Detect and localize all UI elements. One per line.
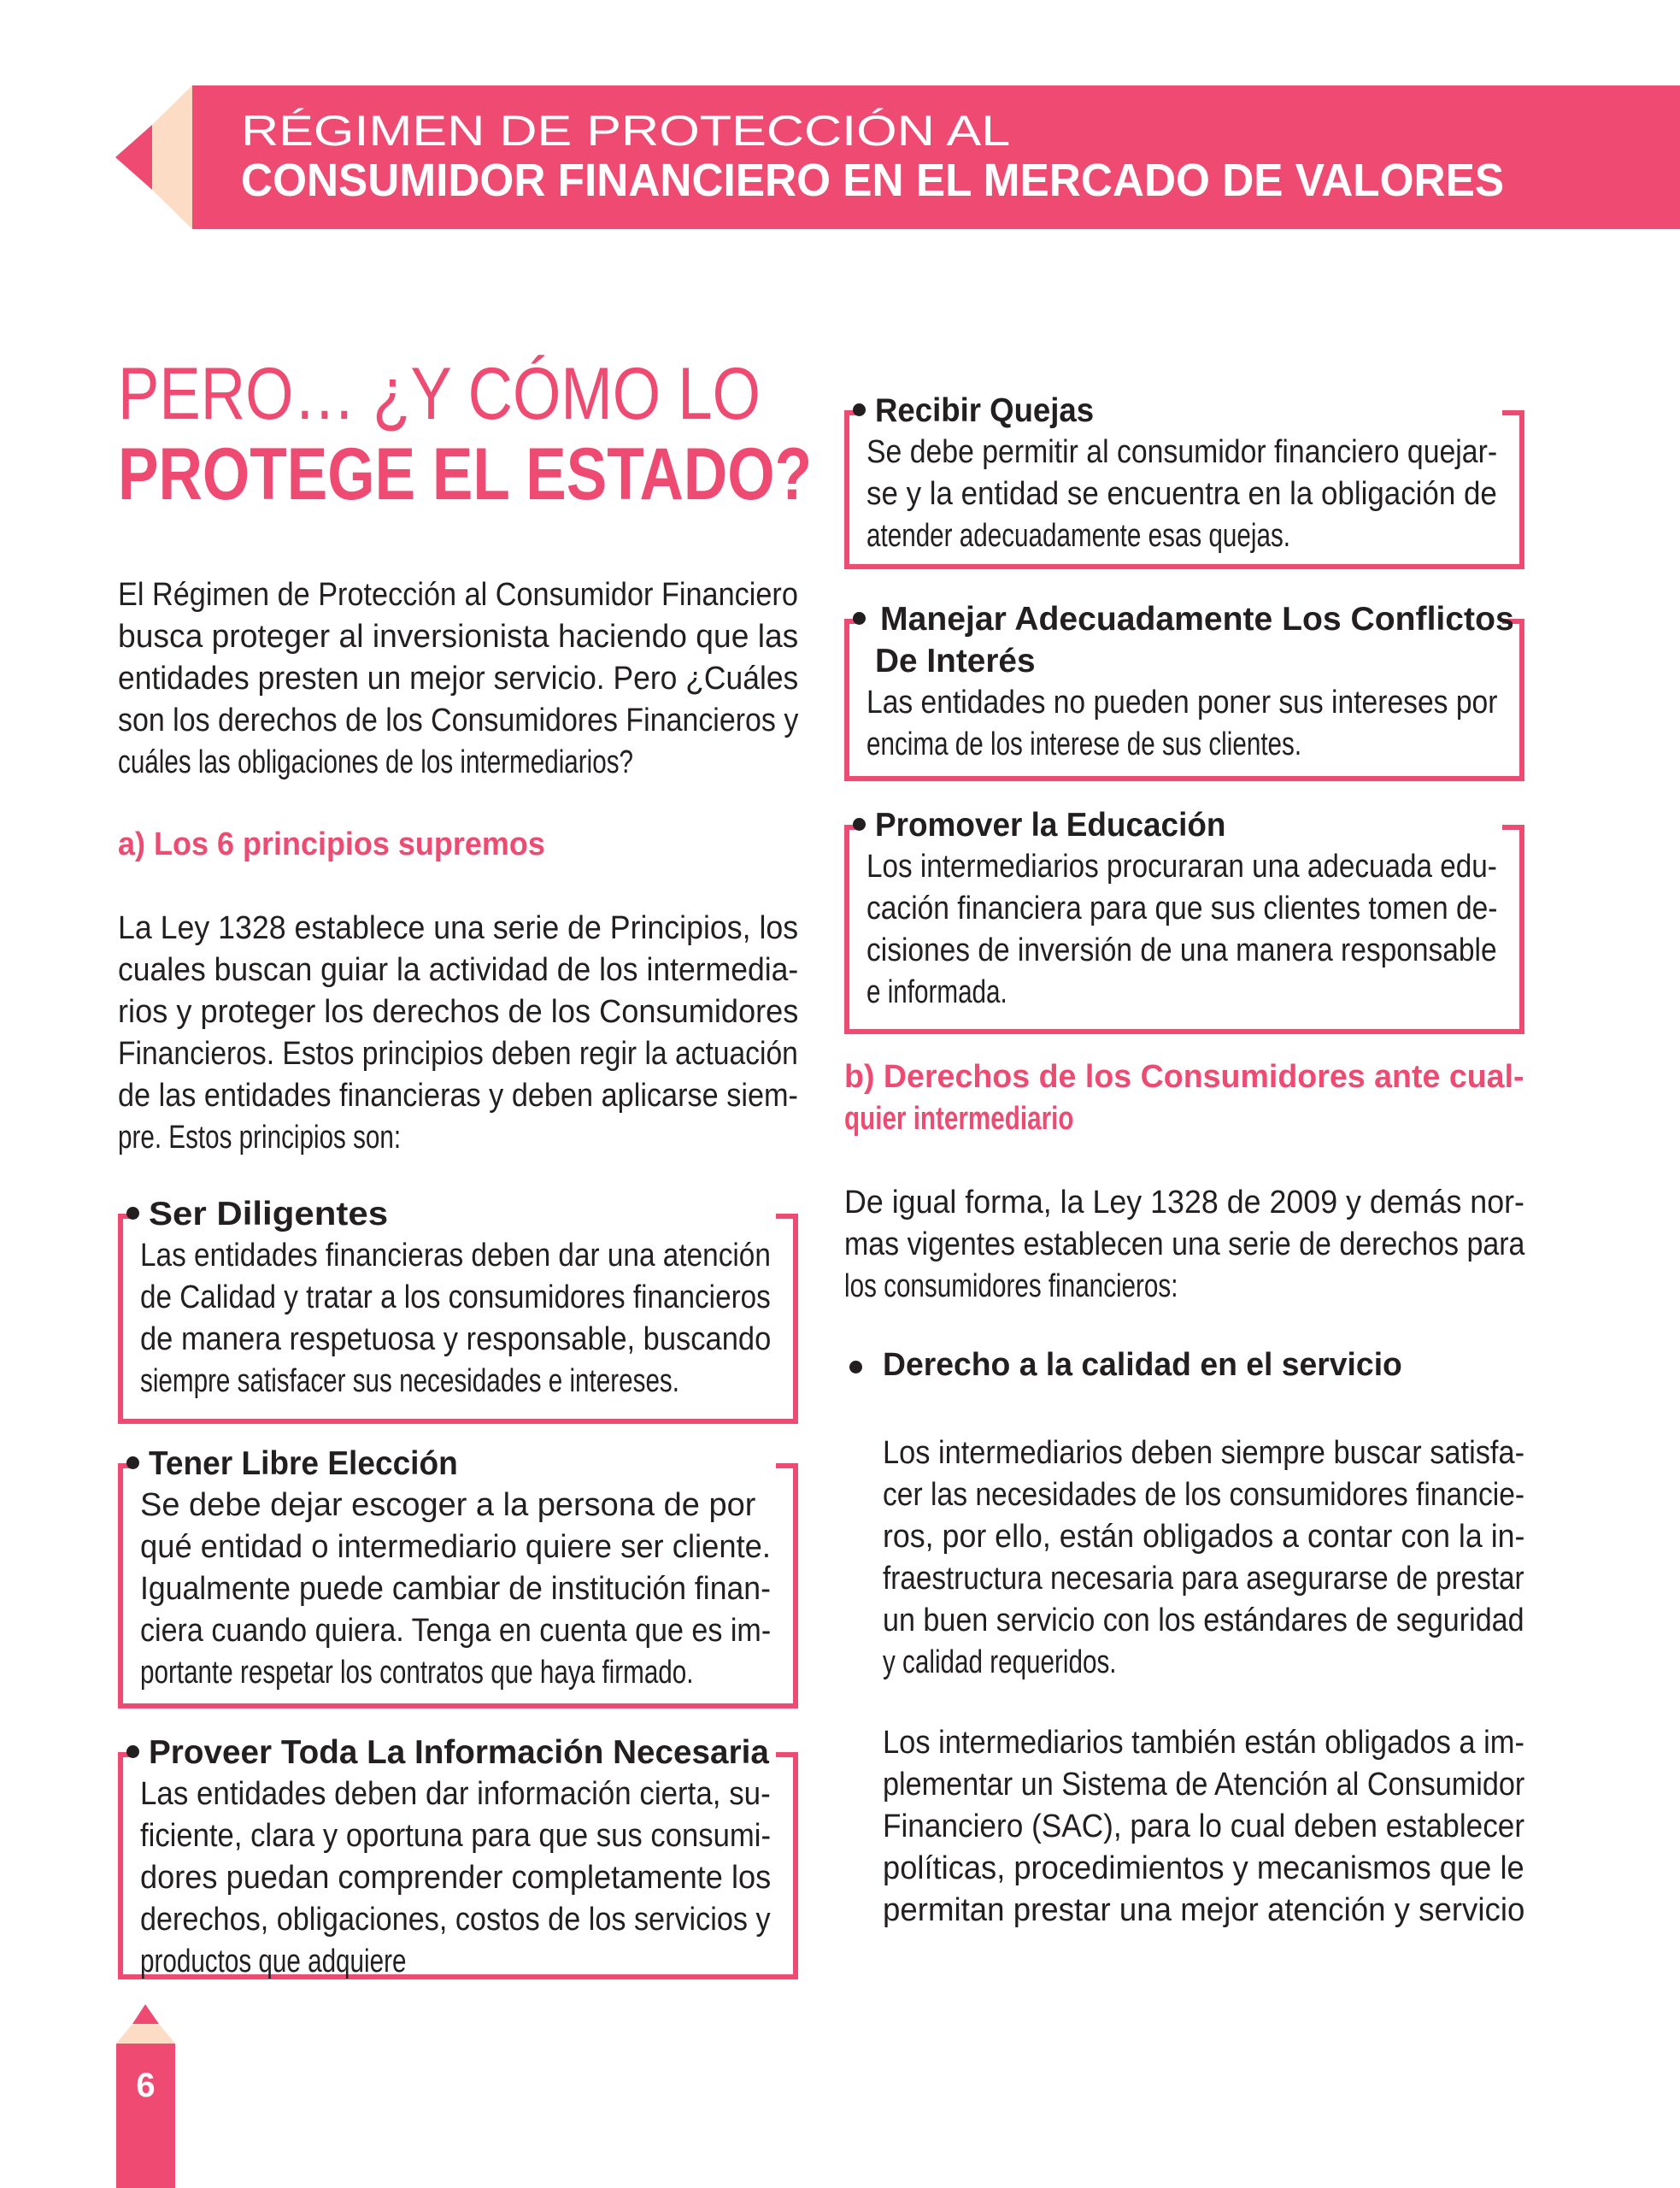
principle-title: Recibir Quejas xyxy=(875,392,1095,429)
paragraph-line: busca proteger al inversionista haciendo que las xyxy=(118,619,799,655)
paragraph-line: Las entidades no pueden poner sus intereses por xyxy=(866,685,1498,721)
box-border-bottom xyxy=(844,1029,1524,1034)
box-border-left xyxy=(118,1752,123,1979)
paragraph-line: productos que adquiere xyxy=(140,1944,407,1979)
bullet-icon xyxy=(849,1361,862,1373)
box-border-left xyxy=(844,410,849,569)
principle-title: Tener Libre Elección xyxy=(149,1445,458,1482)
paragraph-line: qué entidad o intermediario quiere ser cliente. xyxy=(140,1529,772,1565)
paragraph-line: Los intermediarios procuraran una adecuada edu- xyxy=(866,849,1497,885)
paragraph-line: mas vigentes establecen una serie de derechos para xyxy=(844,1226,1525,1262)
paragraph-line: de Calidad y tratar a los consumidores financieros xyxy=(140,1279,771,1315)
bullet-icon xyxy=(126,1456,139,1469)
box-border-right xyxy=(793,1463,798,1709)
box-border-left xyxy=(844,619,849,781)
principle-box-informacion xyxy=(118,1734,798,1979)
intro-paragraph xyxy=(118,574,798,784)
paragraph-line: Las entidades financieras deben dar una atención xyxy=(140,1238,771,1273)
principle-description xyxy=(140,1485,771,1694)
box-border-left xyxy=(118,1463,123,1709)
paragraph-line: ros, por ello, están obligados a contar con la in- xyxy=(883,1519,1525,1555)
principle-title: Ser Diligentes xyxy=(149,1196,389,1232)
paragraph-line: Financieros. Estos principios deben regir la actuación xyxy=(118,1036,798,1072)
box-border-bottom xyxy=(844,564,1524,569)
principle-box-ser-diligentes xyxy=(118,1196,798,1424)
paragraph-line: dores puedan comprender completamente los xyxy=(140,1860,772,1896)
paragraph-line: cisiones de inversión de una manera responsable xyxy=(866,932,1497,968)
footer-pencil-body xyxy=(116,2044,175,2188)
paragraph-line: de las entidades financieras y deben aplicarse siem- xyxy=(118,1078,798,1114)
paragraph-line: siempre satisfacer sus necesidades e intereses. xyxy=(140,1363,679,1399)
banner-pencil-tip xyxy=(115,125,152,190)
paragraph-line: fraestructura necesaria para asegurarse de prestar xyxy=(883,1561,1524,1597)
right-quality-heading: Derecho a la calidad en el servicio xyxy=(883,1347,1402,1383)
bullet-icon xyxy=(126,1745,139,1758)
principle-title: Proveer Toda La Información Necesaria xyxy=(149,1734,769,1771)
paragraph-line: entidades presten un mejor servicio. Pero ¿Cuáles xyxy=(118,661,799,697)
principle-box-libre-eleccion xyxy=(118,1445,798,1709)
paragraph-line: e informada. xyxy=(866,974,1007,1010)
law-paragraph xyxy=(118,908,798,1159)
principle-box-conflictos xyxy=(844,601,1524,781)
paragraph-line: Igualmente puede cambiar de institución finan- xyxy=(140,1571,771,1607)
rights-intro-paragraph xyxy=(844,1182,1524,1308)
box-border-right xyxy=(793,1752,798,1979)
box-border-left xyxy=(118,1214,123,1424)
section-b-heading-line: b) Derechos de los Consumidores ante cual- xyxy=(844,1059,1524,1095)
principle-box-educacion xyxy=(844,807,1524,1034)
paragraph-line: un buen servicio con los estándares de seguridad xyxy=(883,1603,1524,1638)
paragraph-line: se y la entidad se encuentra en la obligación de xyxy=(866,476,1497,512)
paragraph-line: encima de los interese de sus clientes. xyxy=(866,726,1302,762)
box-border-right xyxy=(1519,410,1524,569)
section-a-heading: a) Los 6 principios supremos xyxy=(118,826,545,862)
banner-pencil-wood xyxy=(152,85,192,229)
footer-pencil-wood xyxy=(116,2024,175,2044)
paragraph-line: cación financiera para que sus clientes tomen de- xyxy=(866,891,1498,926)
paragraph-line: Financiero (SAC), para lo cual deben establecer xyxy=(883,1809,1525,1844)
paragraph-line: Se debe permitir al consumidor financiero quejar- xyxy=(866,434,1498,470)
principle-box-quejas xyxy=(844,392,1524,569)
section-b-heading-line: quier intermediario xyxy=(844,1101,1074,1137)
paragraph-line: cer las necesidades de los consumidores financie- xyxy=(883,1477,1525,1513)
box-border-bottom xyxy=(844,776,1524,781)
principle-description xyxy=(866,432,1497,557)
paragraph-line: rios y proteger los derechos de los Consumidores xyxy=(118,994,799,1030)
paragraph-line: de manera respetuosa y responsable, buscando xyxy=(140,1321,772,1357)
paragraph-line: Los intermediarios deben siempre buscar satisfa- xyxy=(883,1435,1525,1471)
paragraph-line: ficiente, clara y oportuna para que sus consumi- xyxy=(140,1818,771,1854)
paragraph-line: derechos, obligaciones, costos de los servicios y xyxy=(140,1902,771,1938)
paragraph-line: políticas, procedimientos y mecanismos que le xyxy=(883,1850,1524,1886)
bullet-icon xyxy=(853,818,866,831)
principle-title: Manejar Adecuadamente Los Conflictos xyxy=(880,601,1514,638)
principle-title: Promover la Educación xyxy=(875,807,1226,844)
principle-description xyxy=(140,1773,771,1983)
page-title-line2: PROTEGE EL ESTADO? xyxy=(118,433,813,515)
paragraph-line: permitan prestar una mejor atención y servicio xyxy=(883,1892,1525,1928)
paragraph-line: plementar un Sistema de Atención al Consumidor xyxy=(883,1767,1525,1803)
paragraph-line: Los intermediarios también están obligados a im- xyxy=(883,1725,1524,1761)
header-title-line1: RÉGIMEN DE PROTECCIÓN AL xyxy=(241,107,1011,155)
paragraph-line: los consumidores financieros: xyxy=(844,1268,1178,1304)
page-number: 6 xyxy=(136,2067,156,2104)
bullet-icon xyxy=(126,1207,139,1220)
paragraph-line: atender adecuadamente esas quejas. xyxy=(866,518,1291,554)
principle-title-line2: De Interés xyxy=(875,643,1036,679)
box-border-right xyxy=(1519,619,1524,781)
box-border-left xyxy=(844,825,849,1034)
principle-description xyxy=(866,846,1497,1014)
paragraph-line: De igual forma, la Ley 1328 de 2009 y demás nor- xyxy=(844,1185,1524,1220)
paragraph-line: portante respetar los contratos que haya firmado. xyxy=(140,1655,694,1691)
paragraph-line: y calidad requeridos. xyxy=(883,1644,1117,1680)
footer-pencil-tip xyxy=(132,2004,159,2024)
quality-paragraph xyxy=(883,1432,1524,1684)
sac-paragraph xyxy=(883,1722,1524,1932)
paragraph-line: cuáles las obligaciones de los intermediarios? xyxy=(118,744,634,780)
section-b-heading xyxy=(844,1056,1524,1140)
principle-description xyxy=(866,682,1497,766)
page-title-line1: PERO… ¿Y CÓMO LO xyxy=(118,353,761,435)
paragraph-line: Se debe dejar escoger a la persona de por xyxy=(140,1487,756,1523)
paragraph-line: ciera cuando quiera. Tenga en cuenta que es im- xyxy=(140,1613,772,1649)
bullet-icon xyxy=(853,403,866,416)
principle-description xyxy=(140,1235,771,1403)
paragraph-line: son los derechos de los Consumidores Financieros y xyxy=(118,703,799,738)
box-border-bottom xyxy=(118,1703,798,1709)
paragraph-line: Las entidades deben dar información cierta, su- xyxy=(140,1776,771,1812)
box-border-bottom xyxy=(118,1419,798,1424)
paragraph-line: La Ley 1328 establece una serie de Principios, los xyxy=(118,910,799,946)
box-border-right xyxy=(793,1214,798,1424)
paragraph-line: El Régimen de Protección al Consumidor Financiero xyxy=(118,577,798,613)
box-border-right xyxy=(1519,825,1524,1034)
paragraph-line: cuales buscan guiar la actividad de los intermedia- xyxy=(118,952,799,988)
bullet-icon xyxy=(853,612,866,625)
paragraph-line: pre. Estos principios son: xyxy=(118,1120,402,1156)
header-title-line2: CONSUMIDOR FINANCIERO EN EL MERCADO DE VALORES xyxy=(241,155,1505,206)
